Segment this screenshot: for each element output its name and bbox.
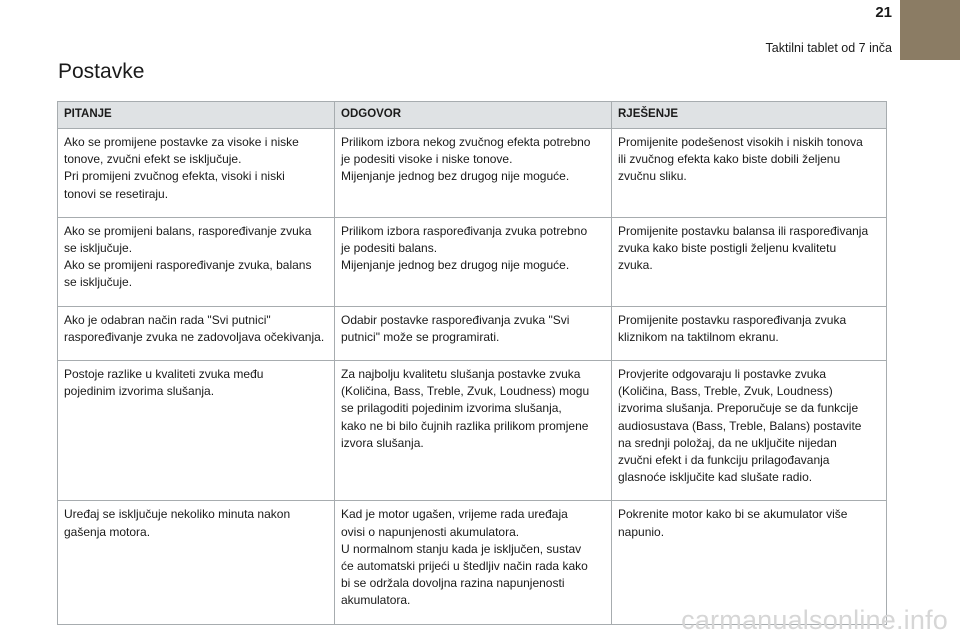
table-row [58,306,887,360]
solution-text-line: kliznikom na taktilnom ekranu. [618,329,779,344]
question-text-line: Ako je odabran način rada "Svi putnici" [64,312,271,327]
table-body [58,129,887,625]
question-text-line: se isključuje. [64,275,133,290]
solution-text-line: zvuka. [618,258,653,273]
solution-text-line: Promijenite podešenost visokih i niskih tonova [618,135,863,149]
question-text-line: pojedinim izvorima slušanja. [64,384,215,399]
page-title: Postavke [58,60,145,83]
question-text-line: tonove, zvučni efekt se isključuje. [64,152,242,167]
watermark: carmanualsonline.info [681,605,948,635]
solution-text-line: zvučni efekt i da funkciju prilagođavanja [618,453,830,468]
solution-text-line: zvuka kako biste postigli željenu kvalitetu [618,241,837,256]
answer-cell [335,217,612,306]
solution-text-line: izvorima slušanja. Preporučuje se da funkcije [618,401,859,416]
answer-text-line: Mijenjanje jednog bez drugog nije moguće. [341,258,570,273]
solution-text-line: Promijenite postavku raspoređivanja zvuka [618,312,847,327]
page-number: 21 [875,4,892,21]
question-cell [58,129,335,218]
question-text-line: tonovi se resetiraju. [64,186,169,201]
column-header-answer: ODGOVOR [335,102,612,129]
solution-text-line: ili zvučnog efekta kako biste dobili željenu [618,152,841,167]
answer-cell [335,129,612,218]
answer-text-line: kako ne bi bilo čujnih razlika prilikom promjene [341,418,589,433]
answer-text-line: je podesiti visoke i niske tonove. [341,152,513,167]
question-cell [58,306,335,360]
column-header-question: PITANJE [58,102,335,129]
solution-cell [612,217,887,306]
solution-cell [612,306,887,360]
answer-cell [335,306,612,360]
solution-text-line: (Količina, Bass, Treble, Zvuk, Loudness) [618,384,833,399]
solution-cell [612,129,887,218]
question-text-line: raspoređivanje zvuka ne zadovoljava očekivanja. [64,329,325,344]
answer-text-line: U normalnom stanju kada je isključen, sustav [341,541,582,556]
chapter-title: Taktilni tablet od 7 inča [765,41,892,55]
answer-text-line: Odabir postavke raspoređivanja zvuka "Svi [341,312,570,327]
solution-text-line: Promijenite postavku balansa ili raspoređivanja [618,223,869,238]
question-text-line: se isključuje. [64,241,133,256]
answer-text-line: akumulatora. [341,593,411,608]
answer-text-line: Prilikom izbora raspoređivanja zvuka potrebno [341,223,588,238]
solution-text-line: zvučnu sliku. [618,169,687,184]
troubleshooting-table [57,101,887,625]
question-text-line: Ako se promijeni raspoređivanje zvuka, balans [64,258,312,273]
answer-text-line: će automatski prijeći u štedljiv način rada kako [341,559,588,574]
answer-text-line: Mijenjanje jednog bez drugog nije moguće. [341,169,570,184]
answer-text-line: ovisi o napunjenosti akumulatora. [341,524,520,539]
question-cell [58,217,335,306]
chapter-color-tab [900,0,960,60]
question-text-line: gašenja motora. [64,524,151,539]
question-text-line: Ako se promijeni balans, raspoređivanje zvuka [64,223,312,238]
table-row [58,217,887,306]
solution-text-line: Pokrenite motor kako bi se akumulator više [618,507,848,522]
question-text-line: Pri promijeni zvučnog efekta, visoki i niski [64,169,285,184]
solution-text-line: glasnoće isključite kad slušate radio. [618,470,813,485]
solution-text-line: napunio. [618,524,665,539]
solution-cell [612,361,887,501]
column-header-solution: RJEŠENJE [612,102,887,129]
question-cell [58,501,335,624]
answer-text-line: putnici" može se programirati. [341,329,500,344]
table-row [58,129,887,218]
answer-cell [335,361,612,501]
question-text-line: Postoje razlike u kvaliteti zvuka među [64,367,264,382]
question-cell [58,361,335,501]
question-text-line: Ako se promijene postavke za visoke i niske [64,135,299,149]
answer-text-line: izvora slušanja. [341,435,424,450]
answer-text-line: Za najbolju kvalitetu slušanja postavke zvuka [341,367,581,382]
answer-text-line: Prilikom izbora nekog zvučnog efekta potrebno [341,135,591,149]
answer-cell [335,501,612,624]
answer-text-line: je podesiti balans. [341,241,438,256]
answer-text-line: se prilagoditi pojedinim izvorima slušanja, [341,401,562,416]
answer-text-line: Kad je motor ugašen, vrijeme rada uređaja [341,507,568,522]
question-text-line: Uređaj se isključuje nekoliko minuta nakon [64,507,291,522]
solution-text-line: na srednji položaj, da ne uključite nijedan [618,435,837,450]
answer-text-line: (Količina, Bass, Treble, Zvuk, Loudness) mogu [341,384,590,399]
answer-text-line: bi se održala dovoljna razina napunjenosti [341,576,565,591]
table-header-row [58,102,887,129]
table-row [58,361,887,501]
solution-text-line: audiosustava (Bass, Treble, Balans) postavite [618,418,862,433]
solution-text-line: Provjerite odgovaraju li postavke zvuka [618,367,827,382]
